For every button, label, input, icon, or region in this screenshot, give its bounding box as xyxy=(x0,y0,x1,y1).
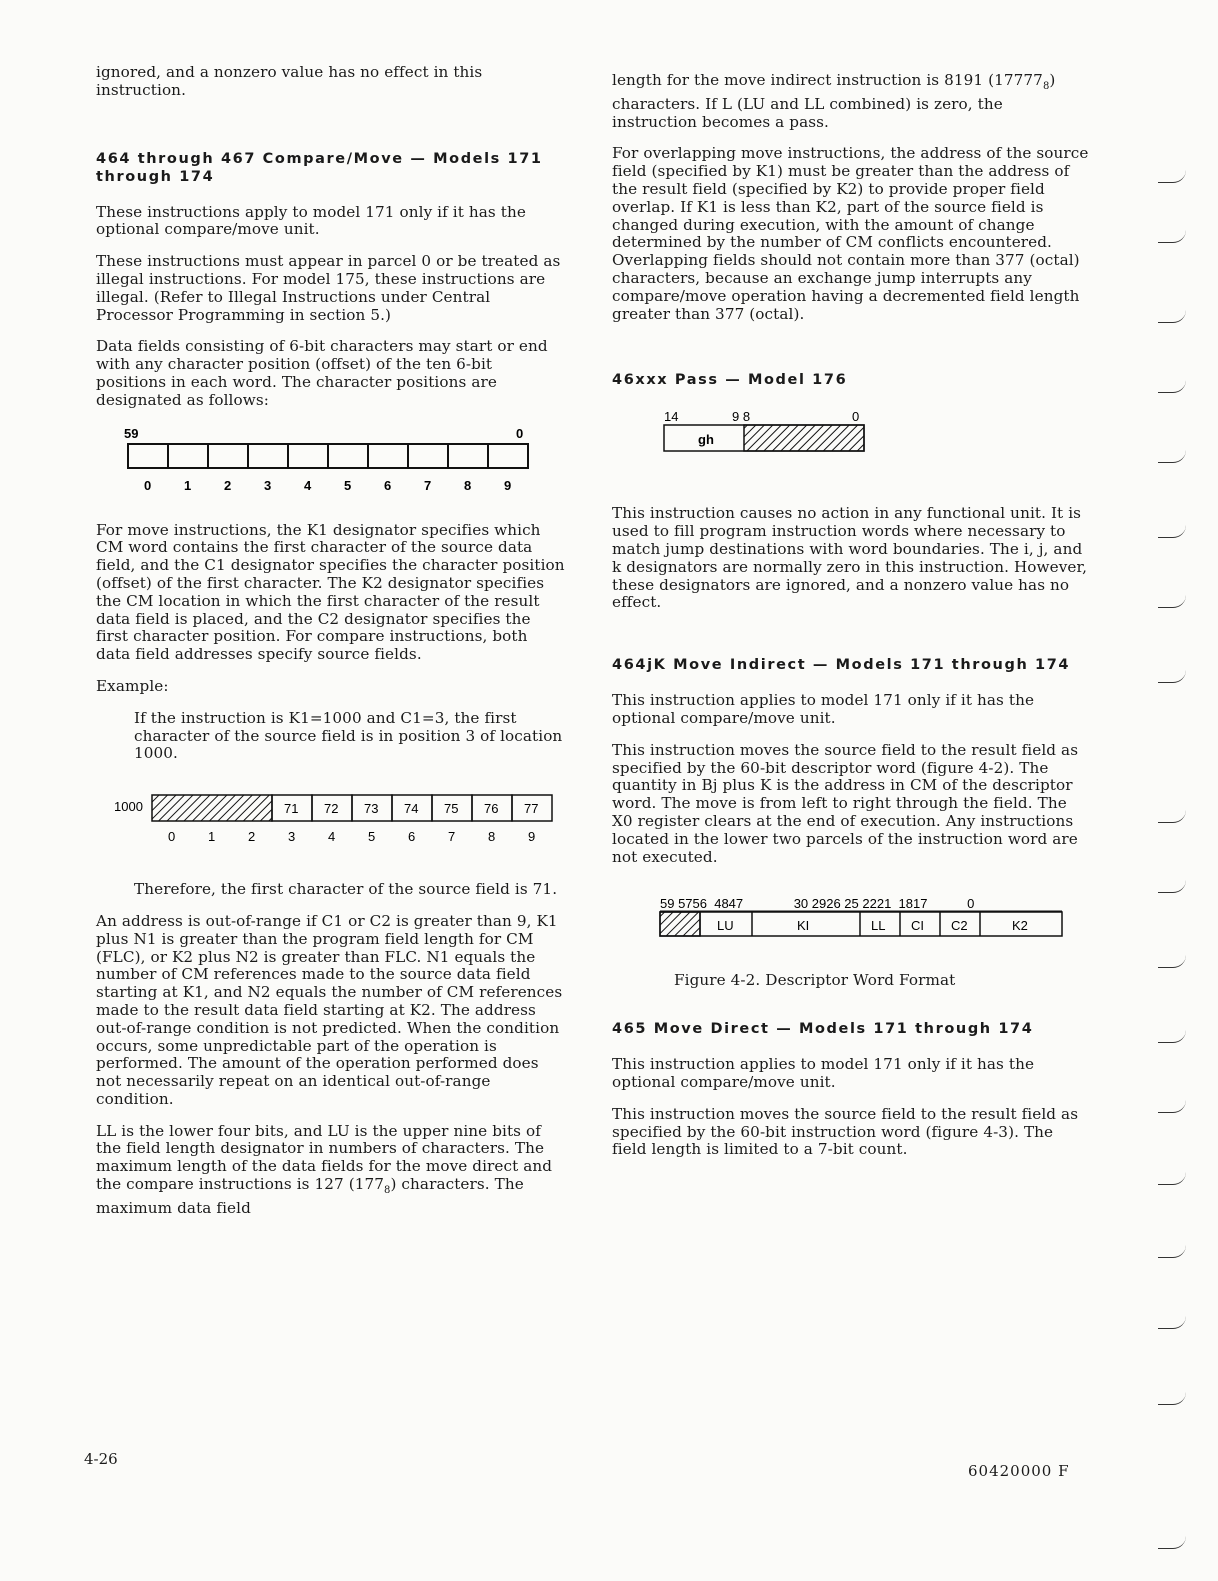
field-label: C2 xyxy=(951,918,968,934)
field-label: LL xyxy=(871,918,886,934)
binding-mark xyxy=(1158,670,1186,683)
cell-value: 73 xyxy=(364,801,379,817)
example-text: If the instruction is K1=1000 and C1=3, the first character of the source field is in position 3 of location 1000. xyxy=(134,708,563,763)
position-label: 4 xyxy=(304,477,312,493)
location-1000-diagram xyxy=(96,781,566,861)
position-label: 9 xyxy=(528,829,536,845)
paragraph-out-of-range: An address is out-of-range if C1 or C2 is greater than 9, K1 plus N1 is greater than the program field length for CM (FLC), or K2 plus N2 is greater than FLC. N1 equals the number of CM references made to the source data field starting at K1, and N2 equals the number of CM references made to the result data field starting at K2. The address out-of-range condition is not predicted. When the condition occurs, some unpredictable part of the operation is performed. The amount of the operation performed does not necessarily repeat on an identical out-of-range condition. xyxy=(96,911,563,1108)
paragraph-pass: This instruction causes no action in any functional unit. It is used to fill program instruction words where necessary to match jump destinations with word boundaries. The i, j, and k designators are normally zero in this instruction. However, these designators are ignored, and a nonzero value has no effect. xyxy=(612,504,1088,612)
position-label: 8 xyxy=(464,477,472,493)
binding-mark xyxy=(1158,955,1186,968)
position-label: 6 xyxy=(408,829,416,845)
descriptor-word-diagram xyxy=(612,896,1090,956)
binding-mark xyxy=(1158,1536,1186,1549)
position-label: 7 xyxy=(448,829,456,845)
binding-mark xyxy=(1158,450,1186,463)
position-label: 6 xyxy=(384,477,392,493)
binding-mark xyxy=(1158,525,1186,538)
example-label: Example: xyxy=(96,676,169,695)
cell-value: 72 xyxy=(324,801,339,817)
paragraph-move-direct: This instruction moves the source field to the result field as specified by the 60-bit instruction word (figure 4-3). The field length is limited to a 7-bit count. xyxy=(612,1104,1079,1159)
binding-mark xyxy=(1158,810,1186,823)
page-number: 4-26 xyxy=(84,1450,118,1468)
paragraph: For move instructions, the K1 designator specifies which CM word contains the first character of the source data field, and the C1 designator specifies the character position (offset) of the first character. The K2 designator specifies the CM location in which the first character of the result data field is placed, and the C2 designator specifies the first character position. For compare instructions, both data field addresses specify source fields. xyxy=(96,520,565,664)
position-label: 4 xyxy=(328,829,336,845)
paragraph: Data fields consisting of 6-bit characters may start or end with any character position (offset) of the ten 6-bit positions in each word. The character positions are designated as follows: xyxy=(96,337,548,409)
cell-value: 71 xyxy=(284,801,299,817)
cell-value: 77 xyxy=(524,801,539,817)
heading-move-direct: 465 Move Direct — Models 171 through 174 xyxy=(612,1021,1034,1038)
binding-mark xyxy=(1158,230,1186,243)
binding-mark xyxy=(1158,1172,1186,1185)
cell-value: 74 xyxy=(404,801,419,817)
bit-98-label: 9 8 xyxy=(732,409,751,425)
field-label: K2 xyxy=(1012,918,1028,934)
paragraph: This instruction applies to model 171 only if it has the optional compare/move unit. xyxy=(612,691,1035,727)
document-number: 60420000 F xyxy=(968,1462,1070,1480)
left-continuation-text: ignored, and a nonzero value has no effect in this instruction. xyxy=(96,63,483,99)
position-label: 1 xyxy=(184,477,192,493)
cell-value: 75 xyxy=(444,801,459,817)
left-column xyxy=(96,64,566,1232)
heading-pass: 46xxx Pass — Model 176 xyxy=(612,372,848,389)
position-label: 2 xyxy=(224,477,232,493)
paragraph: These instructions must appear in parcel 0 or be treated as illegal instructions. For model 175, these instructions are illegal. (Refer to Illegal Instructions under Central Processor Programming in section 5.) xyxy=(96,252,561,324)
binding-mark xyxy=(1158,170,1186,183)
paragraph: length for the move indirect instruction is 8191 $(17777_8)$ characters. If L (LU and LL combined) is zero, the instruction becomes a pass. xyxy=(612,71,1056,131)
bit-positions-label: 59 5756 4847 30 2926 25 2221 1817 0 xyxy=(660,896,975,912)
right-column xyxy=(612,72,1090,1173)
binding-mark xyxy=(1158,1100,1186,1113)
position-label: 2 xyxy=(248,829,256,845)
pass-instruction-diagram xyxy=(612,407,1090,487)
position-label: 3 xyxy=(264,477,272,493)
cell-value: 76 xyxy=(484,801,499,817)
therefore-text: Therefore, the first character of the source field is 71. xyxy=(134,880,558,899)
bit-59-label: 59 xyxy=(124,425,139,441)
position-label: 9 xyxy=(504,477,512,493)
paragraph: These instructions apply to model 171 only if it has the optional compare/move unit. xyxy=(96,202,526,239)
binding-mark xyxy=(1158,880,1186,893)
field-label: CI xyxy=(911,918,924,934)
position-label: 0 xyxy=(168,829,176,845)
binding-mark xyxy=(1158,1245,1186,1258)
field-label: LU xyxy=(717,918,734,934)
paragraph-move-indirect: This instruction moves the source field to the result field as specified by the 60-bit descriptor word (figure 4-2). The quantity in Bj plus K is the address in CM of the descriptor word. The move is from left to right through the field. The X0 register clears at the end of execution. Any instructions located in the lower two parcels of the instruction word are not executed. xyxy=(612,740,1079,866)
binding-mark xyxy=(1158,380,1186,393)
paragraph: This instruction applies to model 171 only if it has the optional compare/move unit. xyxy=(612,1055,1035,1091)
character-positions-diagram xyxy=(96,424,566,508)
position-label: 7 xyxy=(424,477,432,493)
paragraph-overlap: For overlapping move instructions, the address of the source field (specified by K1) must be greater than the address of the result field (specified by K2) to provide proper field overlap. If K1 is less than K2, part of the source field is changed during execution, with the amount of change determined by the number of CM conflicts encountered. Overlapping fields should not contain more than 377 (octal) characters, because an exchange jump interrupts any compare/move operation having a decremented field length greater than 377 (octal). xyxy=(612,144,1089,323)
position-label: 0 xyxy=(144,477,152,493)
position-label: 5 xyxy=(368,829,376,845)
heading-compare-move: 464 through 467 Compare/Move — Models 171 through 174 xyxy=(96,150,543,185)
gh-field-label: gh xyxy=(698,432,714,448)
position-label: 3 xyxy=(288,829,296,845)
binding-mark xyxy=(1158,310,1186,323)
figure-caption: Figure 4-2. Descriptor Word Format xyxy=(674,971,956,990)
bit-14-label: 14 xyxy=(664,409,679,425)
bit-0-label: 0 xyxy=(516,425,524,441)
heading-move-indirect: 464jK Move Indirect — Models 171 through 174 xyxy=(612,657,1071,674)
position-label: 5 xyxy=(344,477,352,493)
position-label: 8 xyxy=(488,829,496,845)
field-label: KI xyxy=(797,918,810,934)
bit-0-label: 0 xyxy=(852,409,860,425)
binding-mark xyxy=(1158,595,1186,608)
paragraph-field-length: LL is the lower four bits, and LU is the upper nine bits of the field length designator in numbers of characters. The maximum length of the data fields for the move direct and the compare instructions is 127 $(177_8)$ characters. The maximum data field xyxy=(96,1121,553,1217)
binding-mark xyxy=(1158,1030,1186,1043)
binding-mark xyxy=(1158,1392,1186,1405)
location-label: 1000 xyxy=(114,799,143,815)
binding-mark xyxy=(1158,1316,1186,1329)
position-label: 1 xyxy=(208,829,216,845)
